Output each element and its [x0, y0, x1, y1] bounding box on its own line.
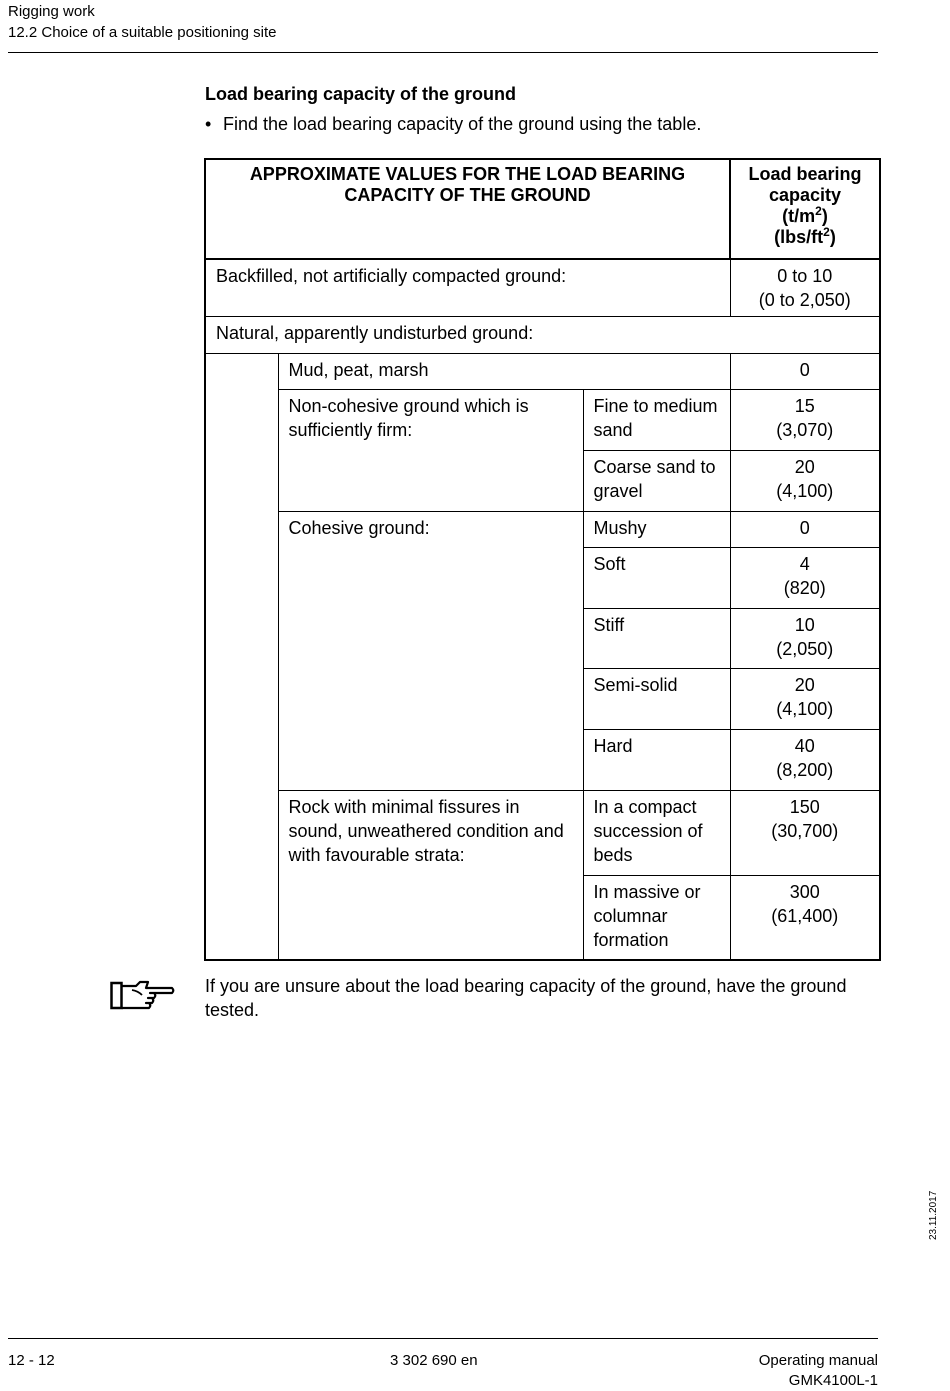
row-label: Mud, peat, marsh: [278, 354, 730, 390]
header-section: 12.2 Choice of a suitable positioning site: [8, 24, 277, 41]
table-heading-line1: APPROXIMATE VALUES FOR THE LOAD BEARING: [249, 164, 686, 184]
row-value: 40 (8,200): [730, 730, 880, 791]
group-label: Cohesive ground:: [278, 512, 583, 791]
bullet-instruction: [205, 114, 701, 135]
header-chapter: Rigging work: [8, 3, 95, 20]
sub-label: Fine to medium sand: [583, 390, 730, 451]
row-value: 10 (2,050): [730, 609, 880, 669]
sub-label: Mushy: [583, 512, 730, 548]
table-header-row: [205, 159, 880, 259]
pointing-hand-icon: [110, 978, 176, 1014]
row-value: 20 (4,100): [730, 451, 880, 512]
header-rule: [8, 52, 878, 53]
row-label: Backfilled, not artificially compacted ground:: [205, 259, 730, 317]
footer-rule: [8, 1338, 878, 1339]
group-label: Rock with minimal fissures in sound, unweathered condition and with favourable strata:: [278, 791, 583, 960]
load-capacity-table: [204, 158, 881, 961]
table-row: [205, 390, 880, 451]
indent-cell: [205, 354, 278, 960]
row-value: 20 (4,100): [730, 669, 880, 730]
table-row: [205, 354, 880, 390]
footer-doc-number: 3 302 690 en: [390, 1352, 478, 1369]
table-row: [205, 791, 880, 876]
group-label: Non-cohesive ground which is sufficiently firm:: [278, 390, 583, 512]
sub-label: Hard: [583, 730, 730, 791]
table-row: [205, 512, 880, 548]
bullet-dot: •: [205, 114, 212, 134]
sub-label: Semi-solid: [583, 669, 730, 730]
note-text: If you are unsure about the load bearing capacity of the ground, have the ground tested.: [205, 976, 847, 1020]
table-heading: [205, 159, 730, 259]
table-row: [205, 259, 880, 317]
row-value: 0 to 10 (0 to 2,050): [730, 259, 880, 317]
sub-label: In massive or columnar formation: [583, 876, 730, 960]
row-value: 15 (3,070): [730, 390, 880, 451]
sub-label: Stiff: [583, 609, 730, 669]
sub-label: Coarse sand to gravel: [583, 451, 730, 512]
table-row: [205, 317, 880, 354]
row-value: 150 (30,700): [730, 791, 880, 876]
side-date: 23.11.2017: [928, 1190, 939, 1240]
row-value: 4 (820): [730, 548, 880, 609]
row-value: 300 (61,400): [730, 876, 880, 960]
sub-label: In a compact succession of beds: [583, 791, 730, 876]
row-label: Natural, apparently undisturbed ground:: [205, 317, 880, 354]
footer-page-number: 12 - 12: [8, 1352, 55, 1369]
sub-label: Soft: [583, 548, 730, 609]
table-heading-line2: CAPACITY OF THE GROUND: [344, 185, 591, 205]
section-title: Load bearing capacity of the ground: [205, 84, 517, 104]
footer-manual-title: Operating manual GMK4100L-1: [758, 1352, 878, 1389]
row-value: 0: [730, 512, 880, 548]
bullet-text: Find the load bearing capacity of the ground using the table.: [223, 114, 702, 134]
row-value: 0: [730, 354, 880, 390]
capacity-header: Load bearing capacity $(t/m^2)$ $(lbs/ft^2)$: [730, 159, 880, 259]
